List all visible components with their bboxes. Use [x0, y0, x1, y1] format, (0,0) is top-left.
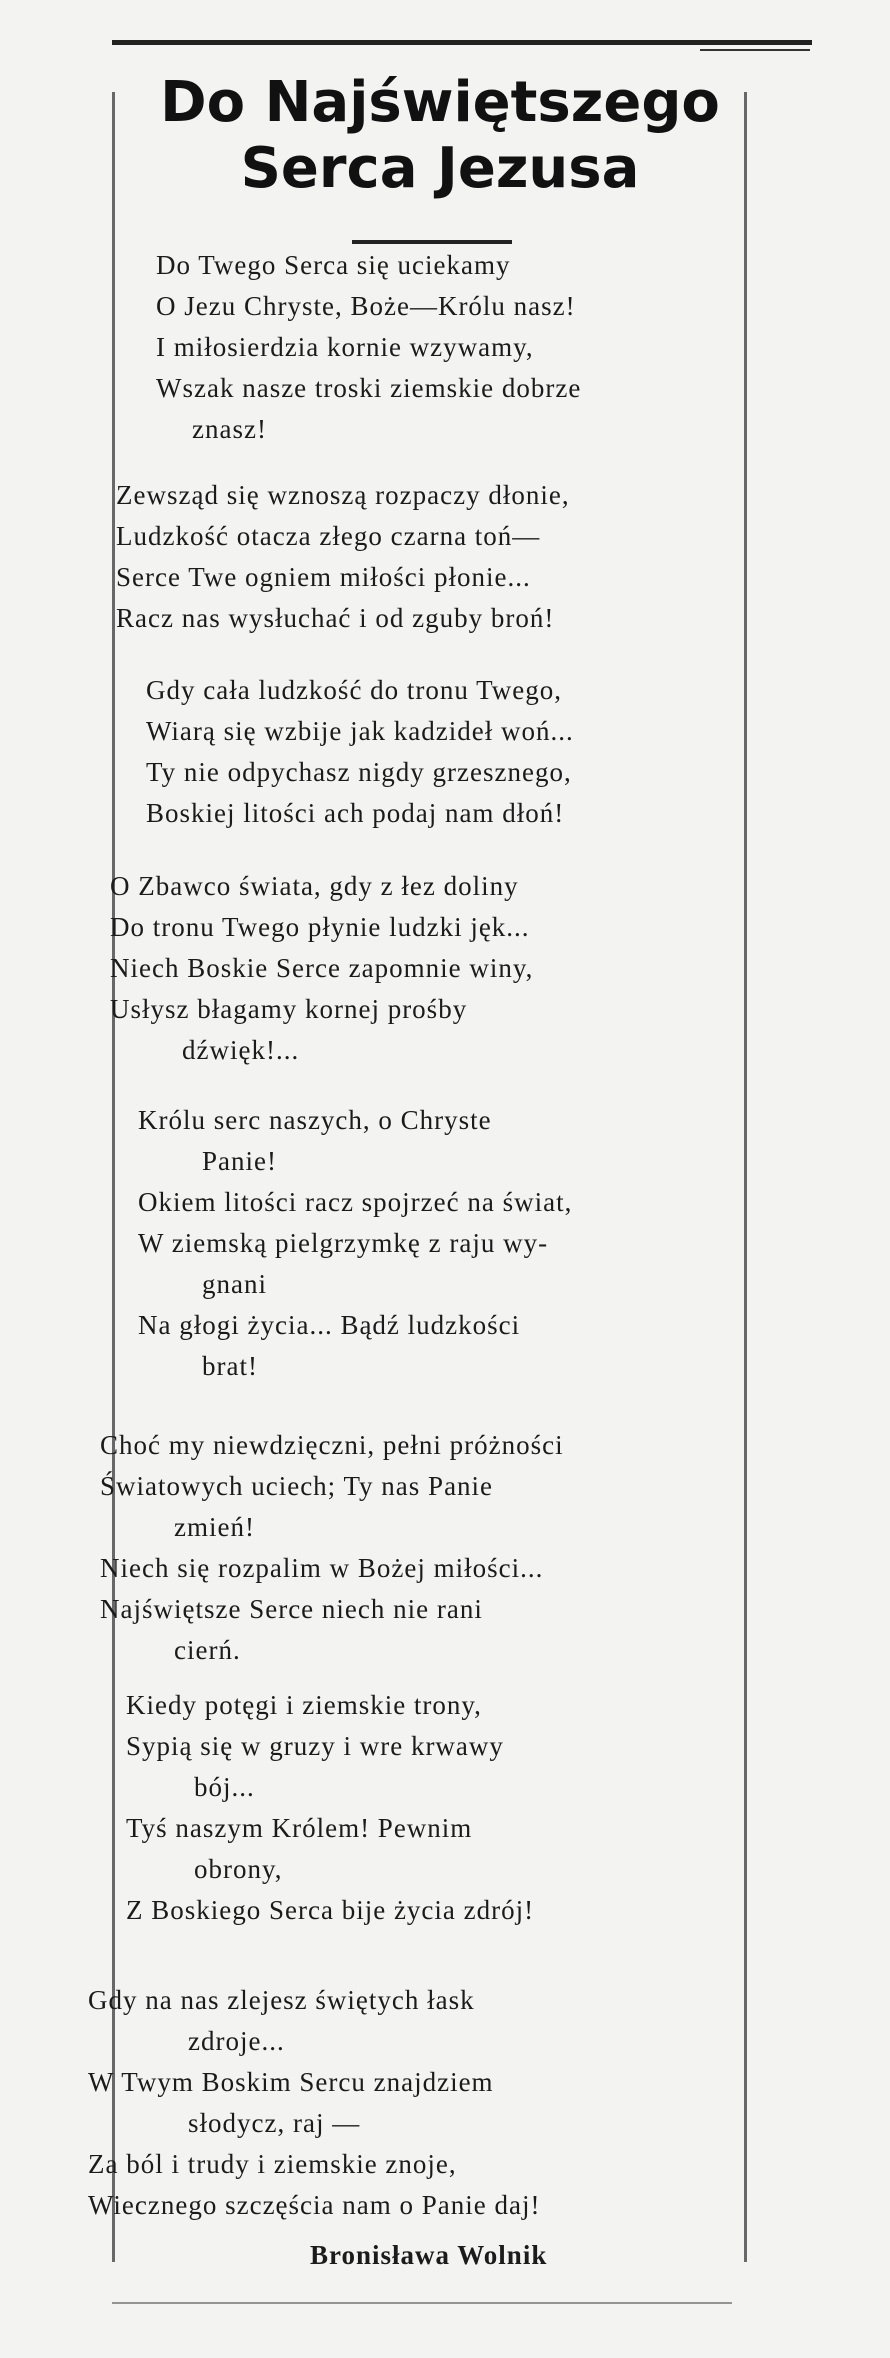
verse-line: W Twym Boskim Sercu znajdziem	[88, 2067, 494, 2097]
verse-line: Do tronu Twego płynie ludzki jęk...	[110, 912, 530, 942]
stanza-6	[100, 1425, 790, 1671]
verse-line: gnani	[202, 1269, 267, 1299]
stanza-3	[146, 670, 836, 834]
verse-line: Za ból i trudy i ziemskie znoje,	[88, 2149, 457, 2179]
top-rule-secondary	[700, 49, 810, 51]
verse-line: Wiecznego szczęścia nam o Panie daj!	[88, 2190, 541, 2220]
verse-line: Niech się rozpalim w Bożej miłości...	[100, 1553, 544, 1583]
verse-line: Gdy cała ludzkość do tronu Twego,	[146, 675, 563, 705]
stanza-8	[88, 1980, 778, 2226]
top-rule	[112, 40, 812, 45]
verse-line: O Zbawco świata, gdy z łez doliny	[110, 871, 519, 901]
verse-line: dźwięk!...	[182, 1035, 300, 1065]
verse-line: Choć my niewdzięczni, pełni próżności	[100, 1430, 564, 1460]
verse-line: Światowych uciech; Ty nas Panie	[100, 1471, 494, 1501]
verse-line: obrony,	[194, 1854, 283, 1884]
verse-line: Gdy na nas zlejesz świętych łask	[88, 1985, 475, 2015]
author-signature: Bronisława Wolnik	[310, 2240, 548, 2270]
newspaper-clipping	[60, 40, 750, 2310]
verse-line: I miłosierdzia kornie wzywamy,	[156, 332, 534, 362]
verse-line: zmień!	[174, 1512, 255, 1542]
verse-line: Wiarą się wzbije jak kadzideł woń...	[146, 716, 574, 746]
title-line: Do Najświętszego	[160, 70, 720, 135]
verse-line: bój...	[194, 1772, 255, 1802]
poem-title	[140, 70, 740, 202]
title-line: Serca Jezusa	[240, 136, 640, 201]
stanza-1	[156, 245, 846, 450]
verse-line: Usłysz błagamy kornej prośby	[110, 994, 468, 1024]
verse-line: Do Twego Serca się uciekamy	[156, 250, 511, 280]
verse-line: Niech Boskie Serce zapomnie winy,	[110, 953, 534, 983]
verse-line: W ziemską pielgrzymkę z raju wy-	[138, 1228, 549, 1258]
verse-line: Zewsząd się wznoszą rozpaczy dłonie,	[116, 480, 570, 510]
stanza-4	[110, 866, 800, 1071]
verse-line: słodycz, raj —	[188, 2108, 361, 2138]
verse-line: Najświętsze Serce niech nie rani	[100, 1594, 483, 1624]
stanza-2	[116, 475, 806, 639]
verse-line: zdroje...	[188, 2026, 285, 2056]
title-separator	[352, 240, 512, 244]
verse-line: Na głogi życia... Bądź ludzkości	[138, 1310, 521, 1340]
bottom-rule	[112, 2302, 732, 2304]
verse-line: brat!	[202, 1351, 258, 1381]
verse-line: Boskiej litości ach podaj nam dłoń!	[146, 798, 565, 828]
verse-line: Racz nas wysłuchać i od zguby broń!	[116, 603, 555, 633]
verse-line: Okiem litości racz spojrzeć na świat,	[138, 1187, 573, 1217]
verse-line: cierń.	[174, 1635, 241, 1665]
stanza-5	[138, 1100, 828, 1387]
verse-line: Sypią się w gruzy i wre krwawy	[126, 1731, 504, 1761]
verse-line: Serce Twe ogniem miłości płonie...	[116, 562, 531, 592]
verse-line: Ty nie odpychasz nigdy grzesznego,	[146, 757, 572, 787]
verse-line: Królu serc naszych, o Chryste	[138, 1105, 492, 1135]
verse-line: Z Boskiego Serca bije życia zdrój!	[126, 1895, 535, 1925]
verse-line: Wszak nasze troski ziemskie dobrze	[156, 373, 582, 403]
verse-line: Tyś naszym Królem! Pewnim	[126, 1813, 473, 1843]
verse-line: Kiedy potęgi i ziemskie trony,	[126, 1690, 482, 1720]
verse-line: znasz!	[192, 414, 267, 444]
left-column-rule	[112, 92, 115, 2262]
verse-line: Panie!	[202, 1146, 277, 1176]
stanza-7	[126, 1685, 816, 1931]
verse-line: Ludzkość otacza złego czarna toń—	[116, 521, 541, 551]
verse-line: O Jezu Chryste, Boże—Królu nasz!	[156, 291, 576, 321]
